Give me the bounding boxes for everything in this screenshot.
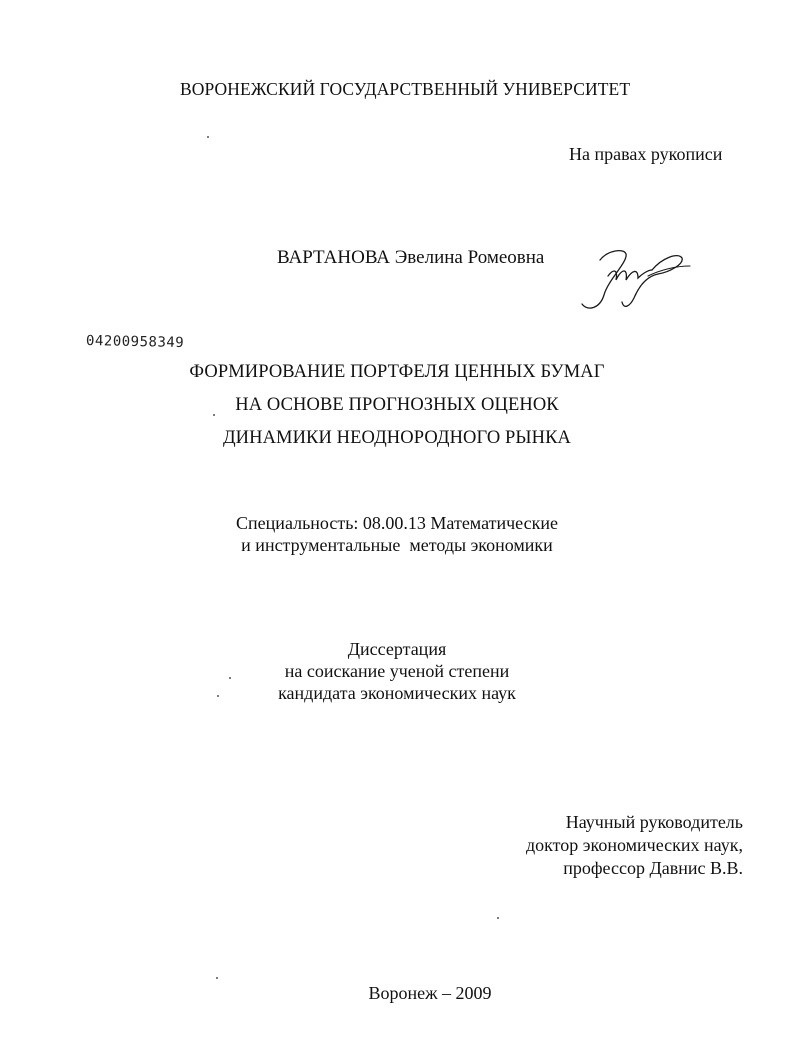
university-name: ВОРОНЕЖСКИЙ ГОСУДАРСТВЕННЫЙ УНИВЕРСИТЕТ (180, 79, 631, 99)
title-line-2: НА ОСНОВЕ ПРОГНОЗНЫХ ОЦЕНОК (235, 395, 559, 415)
city-year: Воронеж – 2009 (368, 983, 492, 1003)
supervisor-block (526, 811, 743, 880)
library-stamp-code: 04200958349 (85, 333, 185, 352)
manuscript-note: На правах рукописи (569, 144, 723, 164)
dissertation-line-2: на соискание ученой степени (284, 661, 510, 681)
scan-speck (207, 136, 209, 138)
scan-speck (216, 977, 218, 979)
author-name: ВАРТАНОВА Эвелина Ромеовна (277, 247, 545, 268)
specialty-line-1: Специальность: 08.00.13 Математические (236, 513, 558, 533)
author-signature (578, 240, 698, 320)
title-line-3: ДИНАМИКИ НЕОДНОРОДНОГО РЫНКА (222, 428, 572, 448)
specialty-line-2: и инструментальные методы экономики (241, 535, 553, 555)
specialty-block (0, 512, 794, 556)
scan-speck (213, 414, 215, 416)
scan-speck (497, 917, 499, 919)
title-line-1: ФОРМИРОВАНИЕ ПОРТФЕЛЯ ЦЕННЫХ БУМАГ (189, 362, 605, 382)
scan-speck (229, 677, 231, 679)
supervisor-line-3: профессор Давнис В.В. (563, 858, 743, 878)
supervisor-line-2: доктор экономических наук, (526, 835, 743, 855)
supervisor-line-1: Научный руководитель (565, 812, 743, 832)
dissertation-line-3: кандидата экономических наук (278, 683, 516, 703)
dissertation-block (0, 638, 794, 704)
dissertation-line-1: Диссертация (347, 639, 447, 659)
scan-speck (217, 695, 219, 697)
